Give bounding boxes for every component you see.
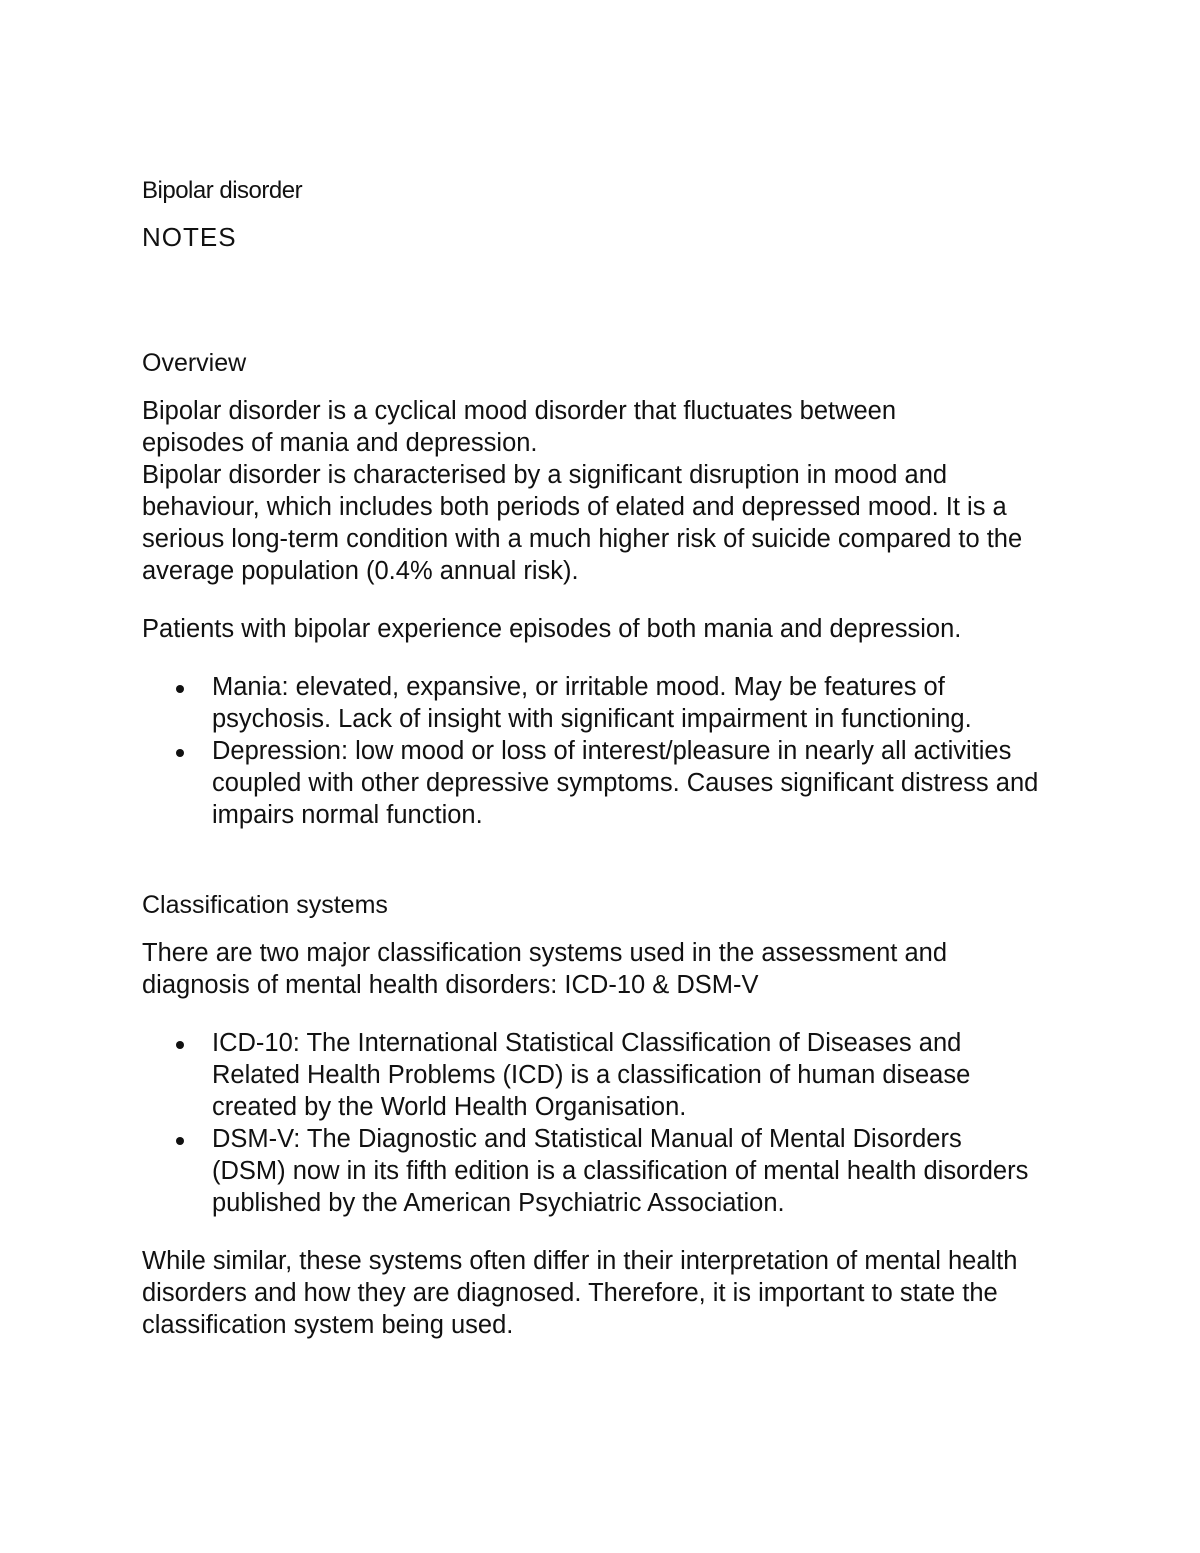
overview-bullet-list — [142, 671, 1082, 831]
overview-paragraph-3: Patients with bipolar experience episodes of both mania and depression. — [142, 615, 962, 643]
classification-heading: Classification systems — [142, 891, 388, 919]
list-item — [142, 1123, 1042, 1219]
bullet-icon — [176, 1041, 184, 1049]
spacer — [142, 253, 1082, 347]
spacer — [142, 1001, 1082, 1027]
bullet-icon — [176, 749, 184, 757]
list-item — [142, 671, 1042, 735]
overview-paragraph-1: Bipolar disorder is a cyclical mood disorder that fluctuates between episodes of mania and depression. — [142, 397, 897, 457]
document-title: Bipolar disorder — [142, 177, 303, 204]
overview-paragraph-2: Bipolar disorder is characterised by a significant disruption in mood and behaviour, which includes both periods of elated and depressed mood. It is a serious long-term condition with a much higher risk of suicide compared to the average population (0.4% annual risk). — [142, 461, 1023, 585]
document-page — [142, 175, 1082, 1341]
spacer — [142, 645, 1082, 671]
spacer — [142, 587, 1082, 613]
list-item — [142, 1027, 1042, 1123]
document-subtitle: NOTES — [142, 222, 237, 252]
list-item-text: ICD-10: The International Statistical Classification of Diseases and Related Health Problems (ICD) is a classification of human disease created by the World Health Organisation. — [212, 1029, 971, 1121]
classification-paragraph-1: There are two major classification systems used in the assessment and diagnosis of mental health disorders: ICD-10 & DSM-V — [142, 939, 948, 999]
list-item-text: Depression: low mood or loss of interest/pleasure in nearly all activities coupled with other depressive symptoms. Causes significant distress and impairs normal function. — [212, 737, 1039, 829]
spacer — [142, 1219, 1082, 1245]
bullet-icon — [176, 685, 184, 693]
classification-paragraph-2: While similar, these systems often differ in their interpretation of mental health disorders and how they are diagnosed. Therefore, it is important to state the classification system being used. — [142, 1247, 1018, 1339]
list-item — [142, 735, 1072, 831]
overview-heading: Overview — [142, 349, 247, 377]
bullet-icon — [176, 1137, 184, 1145]
spacer — [142, 831, 1082, 889]
list-item-text: DSM-V: The Diagnostic and Statistical Manual of Mental Disorders (DSM) now in its fifth edition is a classification of mental health disorders published by the American Psychiatric Association. — [212, 1125, 1029, 1217]
list-item-text: Mania: elevated, expansive, or irritable mood. May be features of psychosis. Lack of insight with significant impairment in functioning. — [212, 673, 972, 733]
classification-bullet-list — [142, 1027, 1082, 1219]
